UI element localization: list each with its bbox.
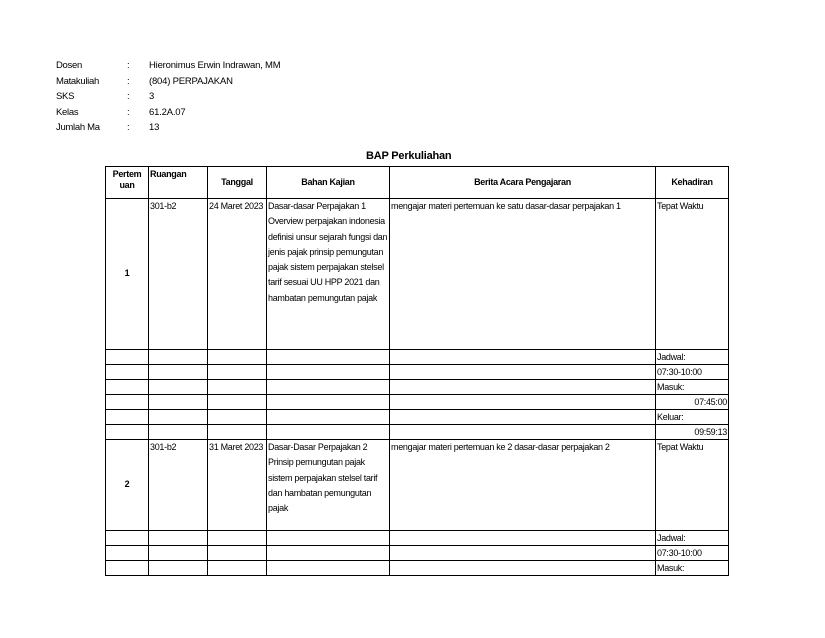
header-tanggal: Tanggal	[208, 167, 267, 199]
jadwal-value: 07:30-10:00	[656, 546, 729, 561]
info-value: 3	[149, 91, 155, 102]
meeting-date: 31 Maret 2023	[208, 440, 267, 531]
table-row	[106, 561, 729, 576]
jadwal-label: Jadwal:	[656, 350, 729, 365]
meeting-attendance: Tepat Waktu	[656, 440, 729, 531]
meeting-report: mengajar materi pertemuan ke 2 dasar-dasar perpajakan 2	[390, 440, 656, 531]
masuk-value: 07:45:00	[656, 395, 729, 410]
info-colon: :	[127, 122, 130, 133]
info-label: Kelas	[56, 106, 79, 118]
keluar-label: Keluar:	[656, 410, 729, 425]
masuk-label: Masuk:	[656, 380, 729, 395]
table-row	[106, 410, 729, 425]
keluar-value: 09:59:13	[656, 425, 729, 440]
info-label: Jumlah Ma	[56, 122, 100, 133]
table-row	[106, 531, 729, 546]
info-colon: :	[127, 106, 130, 118]
info-colon: :	[127, 75, 130, 87]
meeting-number: 1	[106, 199, 149, 350]
info-colon: :	[127, 91, 130, 102]
info-value: Hieronimus Erwin Indrawan, MM	[149, 60, 281, 71]
table-row	[106, 440, 729, 531]
meeting-topic: Dasar-dasar Perpajakan 1 Overview perpajakan indonesia definisi unsur sejarah fungsi dan jenis pajak prinsip pemungutan pajak sistem perpajakan stelsel tarif sesuai UU HPP 2021 dan hambatan pemungutan pajak	[267, 199, 390, 350]
table-row	[106, 395, 729, 410]
header-pertemuan: Pertem uan	[106, 167, 149, 199]
table-row	[106, 425, 729, 440]
meeting-room: 301-b2	[149, 440, 208, 531]
table-header-row	[106, 167, 729, 199]
info-value: (804) PERPAJAKAN	[149, 75, 233, 87]
table-row	[106, 350, 729, 365]
meeting-attendance: Tepat Waktu	[656, 199, 729, 350]
header-kehadiran: Kehadiran	[656, 167, 729, 199]
table-row	[106, 199, 729, 350]
jadwal-value: 07:30-10:00	[656, 365, 729, 380]
info-label: Dosen	[56, 60, 82, 71]
table-row	[106, 365, 729, 380]
info-value: 13	[149, 122, 160, 133]
jadwal-label: Jadwal:	[656, 531, 729, 546]
meeting-number: 2	[106, 440, 149, 531]
table-row	[106, 546, 729, 561]
meeting-room: 301-b2	[149, 199, 208, 350]
meeting-topic: Dasar-Dasar Perpajakan 2 Prinsip pemungutan pajak sistem perpajakan stelsel tarif dan hambatan pemungutan pajak	[267, 440, 390, 531]
info-colon: :	[127, 60, 130, 71]
masuk-label: Masuk:	[656, 561, 729, 576]
header-berita: Berita Acara Pengajaran	[390, 167, 656, 199]
header-bahan: Bahan Kajian	[267, 167, 390, 199]
meeting-report: mengajar materi pertemuan ke satu dasar-dasar perpajakan 1	[390, 199, 656, 350]
info-label: SKS	[56, 91, 75, 102]
header-ruangan: Ruangan	[149, 167, 208, 199]
info-label: Matakuliah	[56, 75, 99, 87]
meeting-date: 24 Maret 2023	[208, 199, 267, 350]
table-row	[106, 380, 729, 395]
info-value: 61.2A.07	[149, 106, 186, 118]
bap-table	[105, 166, 729, 576]
page-title: BAP Perkuliahan	[366, 150, 452, 162]
